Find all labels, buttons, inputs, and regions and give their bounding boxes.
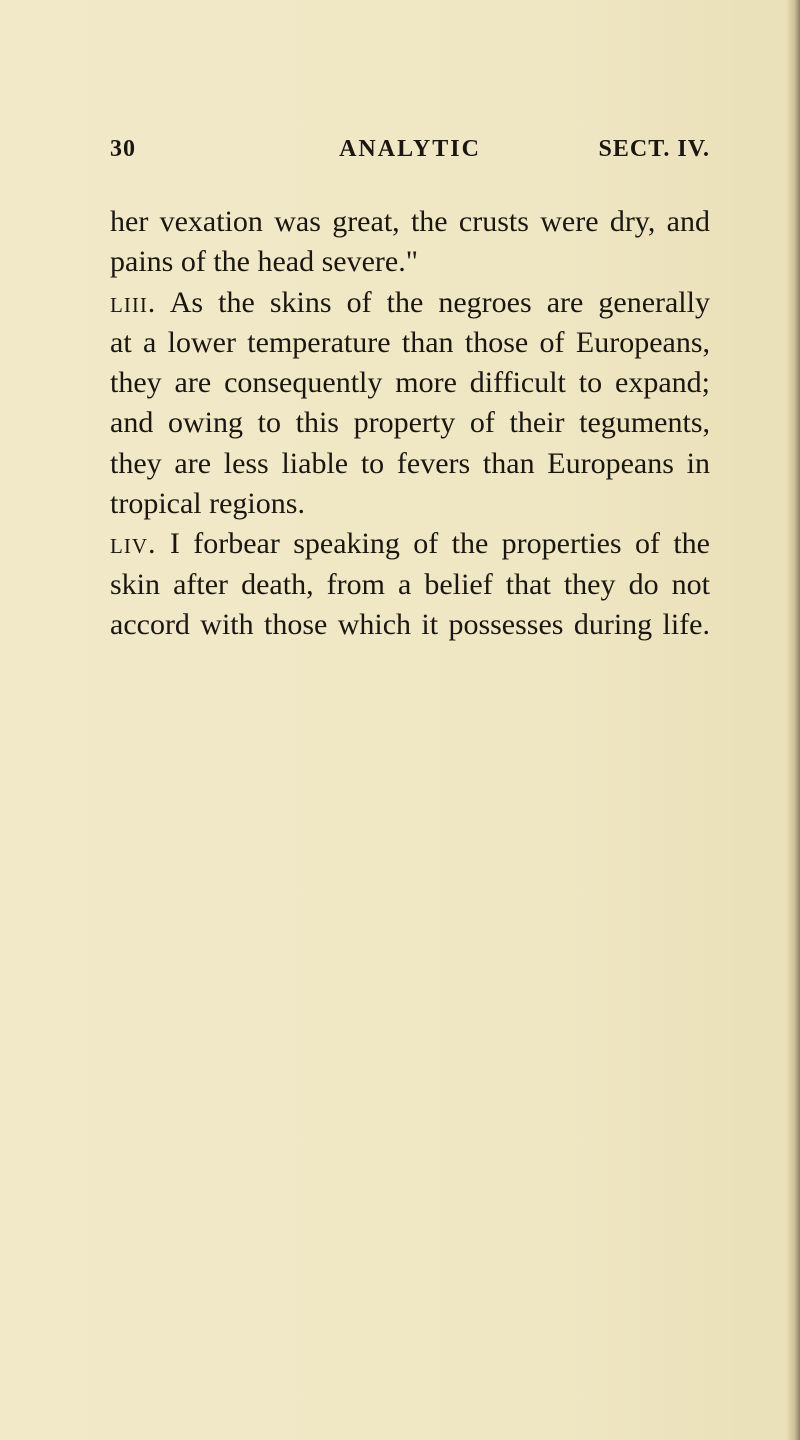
text-line (110, 323, 710, 363)
page-number: 30 (110, 136, 136, 162)
line-text: tropical regions. (110, 487, 305, 521)
running-header (110, 136, 710, 172)
text-line (110, 444, 710, 484)
running-title: ANALYTIC (339, 136, 481, 162)
line-text: skin after death, from a belief that they do not (110, 567, 710, 601)
paragraph-marker: liii. (110, 285, 157, 319)
text-line (110, 524, 710, 564)
line-text: they are less liable to fevers than Europeans in (110, 446, 710, 480)
text-line (110, 283, 710, 323)
body-text (110, 202, 710, 645)
line-text: at a lower temperature than those of Europeans, (110, 325, 710, 359)
text-line (110, 363, 710, 403)
text-line (110, 242, 710, 282)
line-text: and owing to this property of their teguments, (110, 406, 710, 440)
text-line (110, 565, 710, 605)
text-line (110, 202, 710, 242)
line-text: her vexation was great, the crusts were dry, and (110, 205, 710, 238)
paragraph-marker: liv. (110, 527, 157, 561)
text-line (110, 605, 710, 645)
text-line (110, 403, 710, 443)
line-text: they are consequently more difficult to expand; (110, 366, 710, 400)
line-text: accord with those which it possesses during life. (110, 607, 710, 641)
line-text: pains of the head severe." (110, 245, 418, 279)
page-edge (786, 0, 800, 1440)
line-text: I forbear speaking of the properties of the (169, 527, 710, 561)
text-line (110, 484, 710, 524)
section-label: SECT. IV. (598, 136, 710, 162)
line-text: As the skins of the negroes are generally (169, 285, 710, 319)
